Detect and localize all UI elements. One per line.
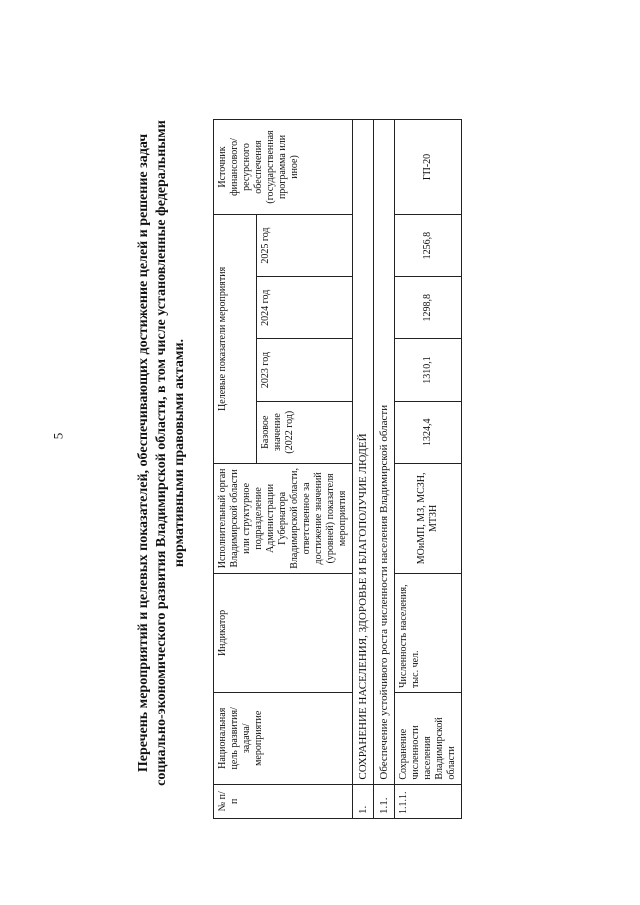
row-2023: 1310,1 — [395, 339, 462, 401]
header-indicator: Индикатор — [214, 574, 353, 693]
row-section-title: СОХРАНЕНИЕ НАСЕЛЕНИЯ, ЗДОРОВЬЕ И БЛАГОПОЛУЧИЕ ЛЮДЕЙ — [353, 120, 374, 785]
header-targets-group: Целевые показатели мероприятия — [214, 214, 257, 463]
table-row — [395, 120, 462, 819]
header-base: Базовое значение (2022 год) — [256, 401, 352, 463]
row-task-title: Обеспечение устойчивого роста численности населения Владимирской области — [374, 120, 395, 785]
row-num: 1. — [353, 784, 374, 818]
row-base: 1324,4 — [395, 401, 462, 463]
measures-table — [213, 119, 462, 819]
page-number: 5 — [50, 432, 66, 440]
table-row — [353, 120, 374, 819]
header-num: № п/п — [214, 784, 353, 818]
title-line: Перечень мероприятий и целевых показателей, обеспечивающих достижение целей и решение задач — [136, 133, 151, 773]
header-source: Источник финансового/ресурсного обеспечения (государственная программа или иное) — [214, 120, 353, 215]
row-indicator: Численность населения, тыс. чел. — [395, 574, 462, 693]
header-2025: 2025 год — [256, 214, 352, 276]
header-goal: Национальная цель развития/ задача/ мероприятие — [214, 692, 353, 784]
row-2024: 1298,8 — [395, 277, 462, 339]
header-2023: 2023 год — [256, 339, 352, 401]
row-2025: 1256,8 — [395, 214, 462, 276]
row-executor: МОиМП, МЗ, МСЗН, МТЗН — [395, 463, 462, 573]
rotated-content — [135, 73, 605, 833]
title-line: социально-экономического развития Владимирской области, в том числе установленные федеральными — [154, 120, 169, 786]
row-num: 1.1.1. — [395, 784, 462, 818]
title-line: нормативными правовыми актами. — [172, 338, 187, 568]
header-executor: Исполнительный орган Владимирской области или структурное подразделение Администрации Губернатора Владимирской области, ответственное за достижение значений (уровней) показателя мероприятия — [214, 463, 353, 573]
row-source: ГП-20 — [395, 120, 462, 215]
row-num: 1.1. — [374, 784, 395, 818]
row-goal: Сохранение численности населения Владимирской области — [395, 692, 462, 784]
document-title — [135, 73, 189, 833]
table-row — [374, 120, 395, 819]
header-2024: 2024 год — [256, 277, 352, 339]
